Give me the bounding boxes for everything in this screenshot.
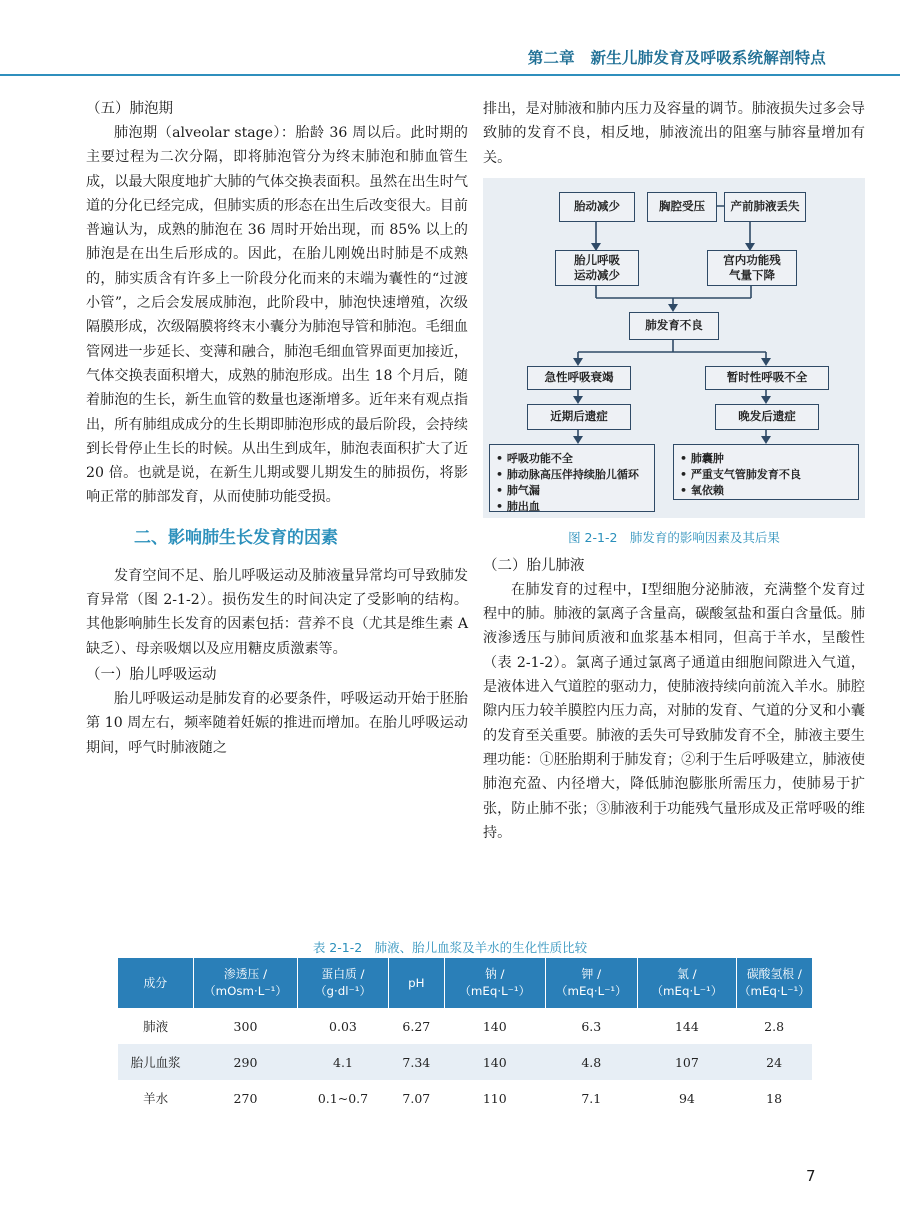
table-caption: 表 2-1-2 肺液、胎儿血浆及羊水的生化性质比较 bbox=[312, 940, 588, 955]
arrowhead-icon bbox=[668, 304, 678, 312]
subheading-alveolar-stage: （五）肺泡期 bbox=[86, 101, 173, 117]
box-fetal-breathing-decreased bbox=[555, 250, 639, 286]
box-line: 运动减少 bbox=[574, 267, 620, 282]
page-number: 7 bbox=[806, 1167, 816, 1185]
box-chest-compression: 胸腔受压 bbox=[647, 192, 717, 222]
table-cell: 肺液 bbox=[143, 1019, 169, 1034]
running-header: 第二章 新生儿肺发育及呼吸系统解剖特点 bbox=[527, 49, 826, 67]
table-cell: 羊水 bbox=[143, 1091, 169, 1106]
table-cell: 107 bbox=[674, 1054, 699, 1070]
table-cell: 270 bbox=[233, 1090, 258, 1106]
list-item: • 严重支气管肺发育不良 bbox=[680, 467, 801, 481]
table-cell: 110 bbox=[482, 1090, 507, 1106]
list-late-sequelae bbox=[673, 444, 859, 500]
table-cell: 290 bbox=[233, 1054, 258, 1070]
figure-caption: 图 2-1-2 肺发育的影响因素及其后果 bbox=[568, 529, 780, 545]
table-header-row bbox=[118, 958, 812, 1008]
paragraph-factors: 发育空间不足、胎儿呼吸运动及肺液量异常均可导致肺发育异常（图 2-1-2）。损伤发生的时间决定了受影响的结构。其他影响肺生长发育的因素包括：营养不良（尤其是维生素 A 缺乏）、母亲吸烟以及应用糖皮质激素等。 bbox=[86, 567, 468, 657]
biochemistry-table bbox=[118, 958, 812, 1116]
table-cell: 7.1 bbox=[581, 1090, 602, 1106]
arrowhead-icon bbox=[573, 396, 583, 404]
column-header: 碳酸氢根 / （mEq·L⁻¹） bbox=[736, 958, 812, 1008]
table-cell: 6.3 bbox=[581, 1018, 602, 1034]
flowchart-figure bbox=[483, 178, 865, 518]
table-cell: 140 bbox=[482, 1018, 507, 1034]
table-cell: 4.8 bbox=[581, 1054, 602, 1070]
box-line: 胎儿呼吸 bbox=[574, 252, 620, 267]
box-residual-volume-decreased bbox=[707, 250, 797, 286]
list-item: • 肺出血 bbox=[496, 499, 540, 513]
table-cell: 7.07 bbox=[402, 1090, 431, 1106]
table-row bbox=[118, 1044, 812, 1080]
header-rule bbox=[0, 74, 900, 76]
list-item: • 肺气漏 bbox=[496, 483, 540, 497]
box-line: 气量下降 bbox=[729, 267, 775, 282]
arrowhead-icon bbox=[761, 358, 771, 366]
column-header: pH bbox=[388, 958, 444, 1008]
list-item: • 肺囊肿 bbox=[680, 451, 724, 465]
box-transient-insufficiency: 暂时性呼吸不全 bbox=[705, 366, 829, 390]
paragraph-alveolar-stage: 肺泡期（alveolar stage）：胎龄 36 周以后。此时期的主要过程为二次分隔，即将肺泡管分为终末肺泡和肺血管生成，以最大限度地扩大肺的气体交换表面积。虽然在出生时气道的分化已经完成，但肺实质的形态在出生后改变很大。目前普遍认为，成熟的肺泡在 36 周时开始出现，而 85% 以上的肺泡是在出生后形成的。因此，在胎儿刚娩出时肺是不成熟的，肺实质含有许多上一阶段分化而来的末端为囊性的“过渡小管”，之后会发展成肺泡，此阶段中，肺泡快速增殖，次级隔膜形成，次级隔膜将终末小囊分为肺泡导管和肺泡。毛细血管网进一步延长、变薄和融合，肺泡毛细血管界面更加接近，气体交换表面积增大，成熟的肺泡形成。出生 18 个月后，随着肺泡的生长，新生血管的数量也逐渐增多。近年来有观点指出，所有肺组成成分的生长期即肺泡形成的最后阶段，会持续到长骨停止生长的时候。从出生到成年，肺泡表面积扩大了近 20 倍。也就是说，在新生儿期或婴儿期发生的肺损伤，将影响正常的肺部发育，从而使肺功能受损。 bbox=[86, 125, 468, 506]
column-header: 钾 / （mEq·L⁻¹） bbox=[545, 958, 638, 1008]
list-near-sequelae bbox=[489, 444, 655, 512]
subheading-fetal-breathing: （一）胎儿呼吸运动 bbox=[86, 666, 217, 683]
table-cell: 0.1~0.7 bbox=[317, 1090, 369, 1106]
box-acute-respiratory-failure: 急性呼吸衰竭 bbox=[527, 366, 631, 390]
list-item: • 肺动脉高压伴持续胎儿循环 bbox=[496, 467, 639, 481]
table-cell: 4.1 bbox=[333, 1054, 353, 1070]
table-cell: 2.8 bbox=[764, 1018, 785, 1034]
list-item: • 氧依赖 bbox=[680, 483, 724, 497]
table-cell: 24 bbox=[766, 1054, 783, 1070]
table-cell: 7.34 bbox=[402, 1054, 431, 1070]
box-line: 宫内功能残 bbox=[723, 252, 781, 267]
table-cell: 0.03 bbox=[329, 1018, 357, 1034]
section-heading-factors: 二、影响肺生长发育的因素 bbox=[134, 527, 338, 548]
paragraph-fetal-lung-fluid: 在肺发育的过程中，Ⅰ型细胞分泌肺液，充满整个发育过程中的肺。肺液的氯离子含量高，碳酸氢盐和蛋白含量低。肺液渗透压与肺间质液和血浆基本相同，但高于羊水，呈酸性（表 2-1-2）。氯离子通过氯离子通道由细胞间隙进入气道，是液体进入气道腔的驱动力，使肺液持续向前流入羊水。肺腔隙内压力较羊膜腔内压力高，对肺的发育、气道的分叉和小囊的发育至关重要。肺液的丢失可导致肺发育不全，肺液主要生理功能：①胚胎期利于肺发育；②利于生后呼吸建立，肺液使肺泡充盈、内径增大，降低肺泡膨胀所需压力，使肺易于扩张，防止肺不张；③肺液利于功能残气量形成及正常呼吸的维持。 bbox=[483, 581, 865, 841]
table-row bbox=[118, 1080, 812, 1116]
table-cell: 18 bbox=[766, 1090, 783, 1106]
paragraph-continued: 排出，是对肺液和肺内压力及容量的调节。肺液损失过多会导致肺的发育不良，相反地，肺液流出的阻塞与肺容量增加有关。 bbox=[483, 101, 865, 166]
column-header: 蛋白质 / （g·dl⁻¹） bbox=[298, 958, 388, 1008]
table-row bbox=[118, 1008, 812, 1044]
subheading-fetal-lung-fluid: （二）胎儿肺液 bbox=[483, 557, 585, 574]
box-late-sequelae: 晚发后遗症 bbox=[715, 404, 819, 430]
arrowhead-icon bbox=[573, 436, 583, 444]
box-prenatal-fluid-loss: 产前肺液丢失 bbox=[724, 192, 806, 222]
table-cell: 140 bbox=[482, 1054, 507, 1070]
right-column bbox=[483, 97, 865, 845]
left-column bbox=[86, 97, 468, 760]
column-header: 氯 / （mEq·L⁻¹） bbox=[638, 958, 737, 1008]
arrowhead-icon bbox=[761, 396, 771, 404]
box-fetal-movement-decreased: 胎动减少 bbox=[559, 192, 635, 222]
arrowhead-icon bbox=[573, 358, 583, 366]
column-header: 成分 bbox=[118, 958, 193, 1008]
paragraph-fetal-breathing: 胎儿呼吸运动是肺发育的必要条件，呼吸运动开始于胚胎第 10 周左右，频率随着妊娠的推进而增加。在胎儿呼吸运动期间，呼气时肺液随之 bbox=[86, 690, 468, 756]
column-header: 渗透压 / （mOsm·L⁻¹） bbox=[193, 958, 298, 1008]
box-near-term-sequelae: 近期后遗症 bbox=[527, 404, 631, 430]
table-cell: 6.27 bbox=[402, 1018, 431, 1034]
table-cell: 94 bbox=[678, 1090, 695, 1106]
column-header: 钠 / （mEq·L⁻¹） bbox=[445, 958, 545, 1008]
table-cell: 300 bbox=[233, 1018, 258, 1034]
box-poor-lung-development: 肺发育不良 bbox=[629, 312, 719, 340]
table-cell: 胎儿血浆 bbox=[130, 1055, 181, 1070]
arrowhead-icon bbox=[761, 436, 771, 444]
list-item: • 呼吸功能不全 bbox=[496, 451, 573, 465]
table-cell: 144 bbox=[674, 1018, 699, 1034]
